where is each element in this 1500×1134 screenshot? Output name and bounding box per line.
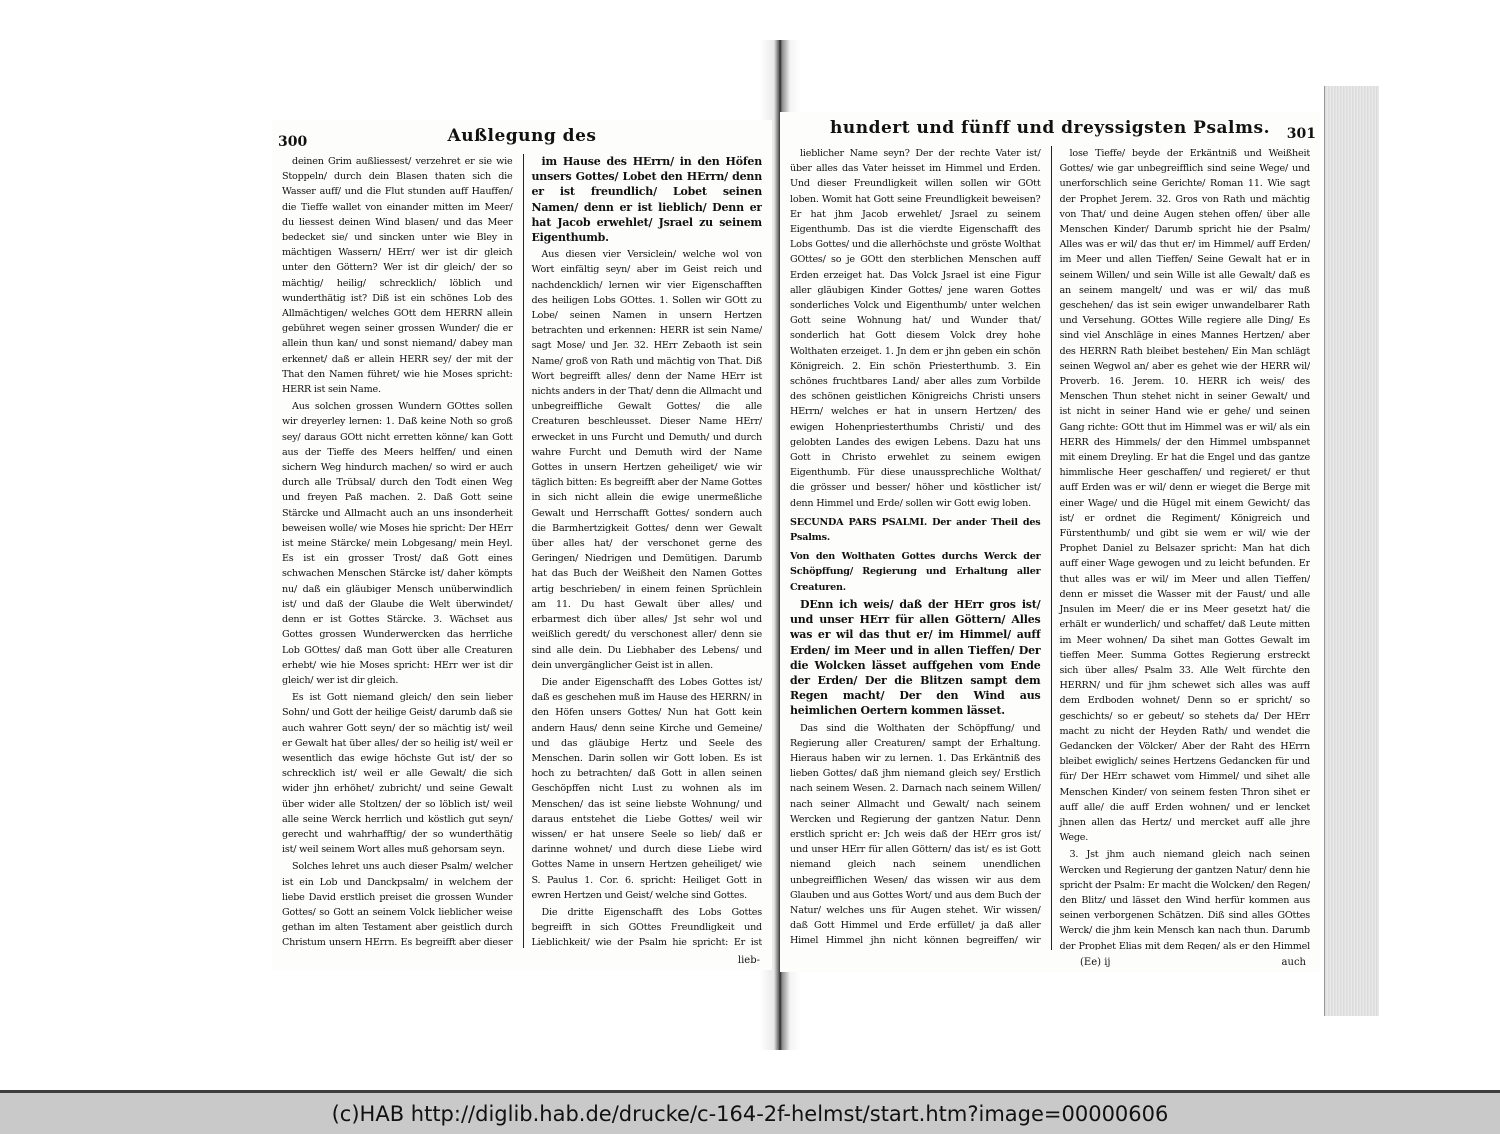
footer-copyright-url: (c)HAB http://diglib.hab.de/drucke/c-164-2f-helmst/start.htm?image=00000606 bbox=[331, 1101, 1169, 1126]
paragraph: Aus solchen grossen Wundern GOttes sollen wir dreyerley lernen: 1. Daß keine Noth so groß sey/ daraus GOtt nicht erretten könne/ kan Gott aus der Tieffe des Meers helffen/ und einen sichern Weg hindurch machen/ so wird er auch durch alle Trübsal/ durch den Todt einen Weg und freyen Paß machen. 2. Daß Gott seine Stärcke und Allmacht auch an uns insonderheit beweisen wolle/ wie Moses hie spricht: Der HErr ist meine Stärcke/ mein Lobgesang/ mein Heyl. Es ist ein grosser Trost/ daß Gott eines schwachen Menschen Stärcke ist/ daher kömpts nu/ daß ein gläubiger Mensch unüberwindlich ist/ und daß der Glaube die Welt überwindet/ denn er ist Gottes Stärcke. 3. Wächset aus Gottes grossen Wunderwercken das herrliche Lob GOttes/ daß man Gott über alle Creaturen erhebt/ wie hie Moses spricht: HErr wer ist dir gleich/ wer ist dir gleich. bbox=[282, 401, 513, 686]
paragraph: 3. Jst jhm auch niemand gleich nach seinen Wercken und Regierung der gantzen Natur/ denn hie spricht der Psalm: Er macht die Wolcken/ den Regen/ den Blitz/ und lässet den Wind herfür kommen aus seinen verborgenen Schätzen. Diß sind alles GOttes Werck/ die jhm kein Mensch kan nach thun. Darumb der Prophet Elias mit dem Regen/ als er den Himmel bbox=[1059, 849, 1310, 950]
left-page bbox=[272, 120, 772, 970]
running-head-right: hundert und fünff und dreyssigsten Psalms. bbox=[830, 118, 1270, 138]
paragraph: lieblicher Name seyn? Der der rechte Vater ist/ über alles das Vater heisset im Himmel und Erden. Und dieser Freundligkeit willen sollen wir GOtt loben. Womit hat Gott seine Freundligkeit beweisen? Er hat jhm Jacob erwehlet/ Jsrael zu seinem Eigenthumb. Das ist die vierdte Eigenschafft des Lobs Gottes/ und die allerhöchste und gröste Wolthat GOttes/ so je GOtt den sterblichen Menschen auff Erden erzeiget hat. Das Volck Jsrael ist eine Figur aller gläubigen Kinder Gottes/ jene waren Gottes sonderliches Volck und Eigenthumb/ unter welchen Gott seine Wohnung hat/ und Wunder that/ sonderlich hat Gott diesem Volck drey hohe Wolthaten erzeiget. 1. Jn dem er jhn geben ein schön Königreich. 2. Ein schön Priesterthumb. 3. Ein schönes fruchtbares Land/ aber alles zum Vorbilde des schönen geistlichen Königreichs Christi unsers HErrn/ welches er hat in unsern Hertzen/ des ewigen Hohenpriesterthumbs Christi/ und des gelobten Landes des ewigen Lebens. Dazu hat uns Gott in Christo erwehlet zu seinem ewigen Eigenthumb. Für diese unaussprechliche Wolthat/ die grösser und besser/ höher und köstlicher ist/ denn Himmel und Erde/ sollen wir Gott ewig loben. bbox=[790, 148, 1041, 509]
running-head-left: Außlegung des bbox=[447, 126, 597, 146]
left-page-columns bbox=[282, 154, 762, 948]
paragraph: im Hause des HErrn/ in den Höfen unsers Gottes/ Lobet den HErrn/ denn er ist freundlich/ Lobet seinen Namen/ denn er ist lieblich/ Denn er hat Jacob erwehlet/ Jsrael zu seinem Eigenthumb. bbox=[531, 155, 762, 245]
paragraph: lose Tieffe/ beyde der Erkäntniß und Weißheit Gottes/ wie gar unbegreifflich sind seine Wege/ und unerforschlich seine Gerichte/ Roman 11. Wie sagt der Prophet Jerem. 32. Gros von Rath und mächtig von That/ und deine Augen stehen offen/ über alle Menschen Kinder/ Darumb spricht hie der Psalm/ Alles was er wil/ das thut er/ im Himmel/ auff Erden/ im Meer und allen Tieffen/ Seine Gewalt hat er in seinem Willen/ und sein Wille ist alle Gewalt/ daß es an seinem mangelt/ und was er wil/ das muß geschehen/ das ist sein ewiger unwandelbarer Rath und Versehung. GOttes Wille regiere alle Ding/ Es sind viel Anschläge in eines Mannes Hertzen/ aber des HERRN Rath bleibet bestehen/ Ein Man schlägt seinen Wegwol an/ aber es gehet wie der HERR wil/ Proverb. 16. Jerem. 10. HERR ich weis/ des Menschen Thun stehet nicht in seiner Gewalt/ und ist nicht in seiner Hand wie er gehe/ und seinen Gang richte: GOtt thut im Himmel was er wil/ als ein HERR des Himmels/ der den Himmel umbspannet mit einem Dreyling. Er hat die Engel und das gantze himmlische Heer geschaffen/ und regieret/ er thut auff Erden was er wil/ denn er wieget die Berge mit einer Wage/ und die Hügel mit einem Gewicht/ das ist/ er ordnet die Regiment/ Königreich und Fürstenthumb/ und gibt sie wem er wil/ wie der Prophet Daniel zu Belsazer spricht: Man hat dich auff einer Wage gewogen und zu leicht befunden. Er thut alles was er wil/ im Meer und allen Tieffen/ denn er misset die Wasser mit der Faust/ und alle Jnsulen im Meer/ die er ins Meer gesetzt hat/ die erhält er wunderlich/ und schaffet/ daß Leute mitten im Meer wohnen/ Da sihet man Gottes Gewalt im tieffen Meer. Summa Gottes Regierung erstreckt sich über alles/ Psalm 33. Alle Welt fürchte den HERRN/ und für jhm schewet sich alles was auff dem Erdboden wohnet/ Denn so er spricht/ so geschichts/ so er gebeut/ so stehets da/ Der HErr macht zu nicht der Heyden Rath/ und wendet die Gedancken der Völcker/ Aber der Raht des HErrn bleibet ewiglich/ seines Hertzens Gedancken für und für/ Der HErr schawet vom Himmel/ und sihet alle Menschen Kinder/ von seinem festen Thron sihet er auff alle/ die auff Erden wohnen/ und er lencket jhnen allen das Hertz/ und mercket auff alle jhre Wege. bbox=[1059, 148, 1310, 844]
paragraph: Die ander Eigenschafft des Lobes Gottes ist/ daß es geschehen muß im Hause des HERRN/ in den Höfen unsers Gottes/ Nun hat Gott kein andern Haus/ denn seine Kirche und Gemeine/ und das gläubige Hertz und Seele des Menschen. Darin sollen wir Gott loben. Es ist hoch zu betrachten/ daß Gott in allen seinen Geschöpffen nicht Lust zu wohnen als im Menschen/ das ist seine liebste Wohnung/ und daraus entstehet die Liebe Gottes/ weil wir wissen/ er hat unsere Seele so lieb/ daß er darinne wohnet/ und durch diese Liebe wird Gottes Name in unsern Hertzen geheiliget/ wie S. Paulus 1. Cor. 6. spricht: Heiliget Gott in ewren Hertzen und Geist/ welche sind Gottes. bbox=[531, 676, 762, 901]
left-column-1 bbox=[282, 154, 513, 948]
catchword-left: lieb- bbox=[737, 955, 760, 966]
paragraph: Es ist Gott niemand gleich/ den sein lieber Sohn/ und Gott der heilige Geist/ darumb daß sie auch wahrer Gott seyn/ der so mächtig ist/ weil er Gewalt hat über alles/ der so heilig ist/ weil er wesentlich das ewige höchste Gut ist/ der so schrecklich ist/ weil er alle Gewalt/ die sich wider jhn erhöhet/ zubricht/ und seine Gewalt über wider alle Stoltzen/ der so löblich ist/ weil alle seine Werck herrlich und köstlich gut seyn/ gerecht und wahrhafftig/ der so wunderthätig ist/ weil seinem Wort alles muß gehorsam seyn. bbox=[282, 692, 513, 856]
right-column-1 bbox=[790, 146, 1041, 950]
page-number-left: 300 bbox=[278, 134, 308, 150]
right-column-2 bbox=[1051, 146, 1311, 950]
copyright-footer bbox=[0, 1090, 1500, 1134]
catchword-right: auch bbox=[1281, 957, 1306, 968]
right-page-columns bbox=[790, 146, 1310, 950]
page-number-right: 301 bbox=[1286, 126, 1316, 142]
section-label bbox=[790, 515, 1041, 545]
left-column-2 bbox=[523, 154, 763, 948]
section-heading: Von den Wolthaten Gottes durchs Werck der Schöpffung/ Regierung und Erhaltung aller Creaturen. bbox=[790, 551, 1041, 593]
paragraph: Das sind die Wolthaten der Schöpffung/ und Regierung aller Creaturen/ sampt der Erhaltung. Hieraus haben wir zu lernen. 1. Das Erkäntniß des lieben Gottes/ daß jhm niemand gleich sey/ Erstlich nach seinem Wesen. 2. Darnach nach seinem Willen/ nach seiner Allmacht und Gewalt/ nach seinem Wercken und Regierung der gantzen Natur. Denn erstlich spricht er: Jch weis daß der HErr gros ist/ und unser HErr für allen Göttern/ das ist/ es ist Gott niemand gleich nach seinem unendlichen unbegreifflichen Wesen/ das wissen wir aus dem Glauben und aus Gottes Wort/ und aus dem Buch der Natur/ welches uns für Augen stehet. Wir wissen/ daß Gott Himmel und Erde erfüllet/ ja daß aller Himel Himmel jhn nicht können begreiffen/ wir bbox=[790, 722, 1041, 947]
section-label-german: Der ander Theil des Psalms. bbox=[790, 516, 1041, 544]
section-label-latin: SECUNDA PARS PSALMI. bbox=[790, 516, 928, 528]
paragraph: Solches lehret uns auch dieser Psalm/ welcher ist ein Lob und Danckpsalm/ in welchem der liebe David erstlich preiset die grossen Wunder Gottes/ so Gott an seinem Volck lieblicher weise gethan im alten Testament aber geistlich durch Christum unsern HErrn. Es begreifft aber dieser bbox=[282, 861, 513, 948]
paragraph: deinen Grim außliessest/ verzehret er sie wie Stoppeln/ durch dein Blasen thaten sich die Wasser auff/ und die Flut stunden auff Hauffen/ die Tieffe wallet von einander mitten im Meer/ du liessest deinen Wind blasen/ und das Meer bedecket sie/ und sincken unter wie Bley in mächtigen Wassern/ HErr/ wer ist dir gleich unter den Göttern? Wer ist dir gleich/ der so mächtig/ heilig/ schrecklich/ löblich und wunderthätig ist? Diß ist ein schönes Lob des Allmächtigen/ welches GOtt dem HERRN allein gebühret wegen seiner grossen Wunder/ die er allein thun kan/ und sonst niemand/ dabey man erkennet/ daß er allein HERR sey/ der mit der That den Namen führet/ wie hie Moses spricht: HERR ist sein Name. bbox=[282, 156, 513, 396]
right-page bbox=[780, 112, 1320, 972]
psalm-verse: DEnn ich weis/ daß der HErr gros ist/ und unser HErr für allen Göttern/ Alles was er wil das thut er/ im Himmel/ auff Erden/ im Meer und in allen Tieffen/ Der die Wolcken lässet auffgehen vom Ende der Erden/ Der die Blitzen sampt dem Regen macht/ Der den Wind aus heimlichen Oertern kommen lässet. bbox=[790, 597, 1041, 718]
paragraph: Aus diesen vier Versiclein/ welche wol von Wort einfältig seyn/ aber im Geist reich und nachdencklich/ lernen wir vier Eigenschafften des heiligen Lobs GOttes. 1. Sollen wir GOtt zu Lobe/ seinen Namen in unsern Hertzen betrachten und erkennen: HERR ist sein Name/ sagt Mose/ und Jer. 32. HErr Zebaoth ist sein Name/ groß von Rath und mächtig von That. Diß Wort begreifft alles/ denn der Name HErr ist nichts anders in der That/ denn die Allmacht und unbegreiffliche Gewalt Gottes/ die alle Creaturen beschleusset. Dieser Name HErr/ erwecket in uns Furcht und Demuth/ und durch wahre Furcht und Demuth wird der Name Gottes in unsern Hertzen geheiliget/ wie wir täglich bitten: Es begreifft aber der Name Gottes in sich nicht allein die ewige unermeßliche Gewalt und Herrschafft Gottes/ sondern auch die Barmhertzigkeit Gottes/ denn wer Gewalt über alles hat/ der verschonet gerne des Geringen/ Niedrigen und Demütigen. Darumb hat das Buch der Weißheit den Namen Gottes artig beschrieben/ in einem feinen Sprüchlein am 11. Du hast Gewalt über alles/ und erbarmest dich über alles/ Jst sehr wol und weißlich geredt/ du verschonest aller/ denn sie sind alle dein. Du Liebhaber des Lebens/ und dein unvergänglicher Geist ist in allen. bbox=[531, 249, 762, 671]
page-edge-stack bbox=[1324, 86, 1379, 1016]
paragraph: Die dritte Eigenschafft des Lobs Gottes begreifft in sich GOttes Freundligkeit und Lieblichkeit/ wie der Psalm hie spricht: Er ist bbox=[531, 906, 762, 948]
signature-mark: (Ee) ij bbox=[1080, 957, 1111, 968]
